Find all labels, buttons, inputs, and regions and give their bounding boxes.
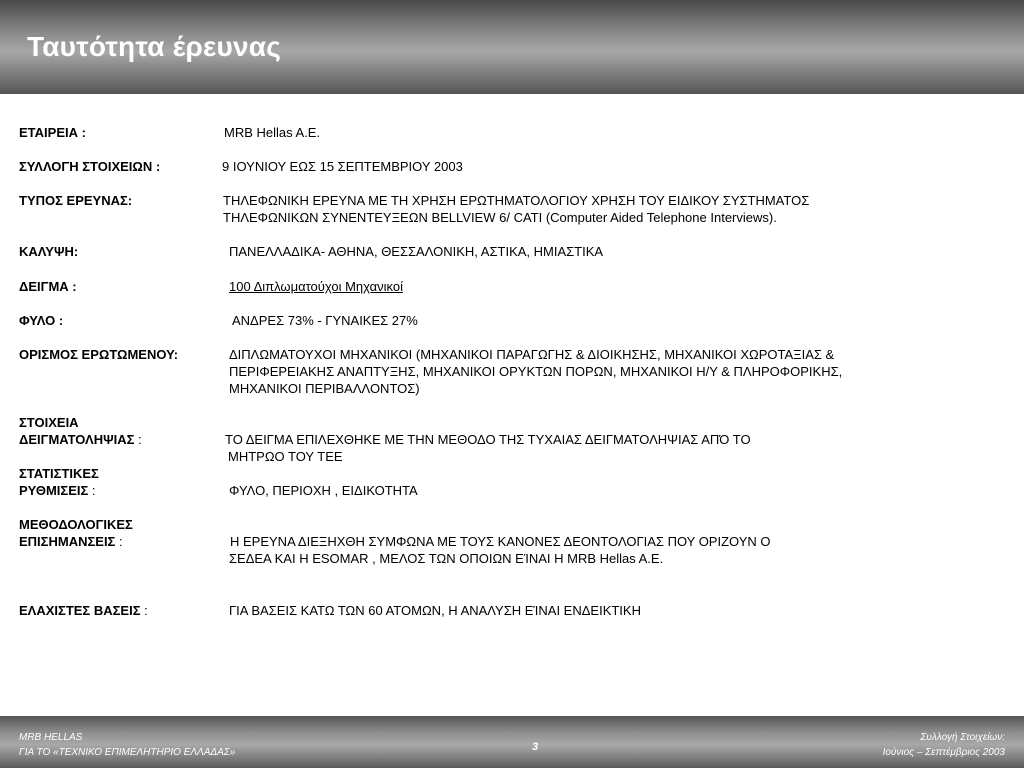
row-label: ΦΥΛΟ : xyxy=(19,313,64,328)
row-value-line: ΤΟ ΔΕΙΓΜΑ ΕΠΙΛΕΧΘΗΚΕ ΜΕ ΤΗΝ ΜΕΘΟΔΟ ΤΗΣ ΤΥΧΑΙΑΣ ΔΕΙΓΜΑΤΟΛΗΨΙΑΣ ΑΠΌ ΤΟ xyxy=(225,432,751,447)
row-label-line: ΔΕΙΓΜΑΤΟΛΗΨΙΑΣ : xyxy=(19,432,142,447)
row-value-line: ΜΗΧΑΝΙΚΟΙ ΠΕΡΙΒΑΛΛΟΝΤΟΣ) xyxy=(229,381,420,396)
row-value: MRB Hellas A.E. xyxy=(224,125,321,140)
row-label: ΕΤΑΙΡΕΙΑ : xyxy=(19,125,86,140)
row-value: 100 Διπλωματούχοι Μηχανικοί xyxy=(229,279,403,294)
footer-bar xyxy=(0,716,1024,768)
row-label: ΚΑΛΥΨΗ: xyxy=(19,244,79,259)
row-label-line: ΣΤΑΤΙΣΤΙΚΕΣ xyxy=(19,466,99,481)
footer-company: MRB HELLAS xyxy=(19,732,83,743)
row-label-line: ΕΠΙΣΗΜΑΝΣΕΙΣ : xyxy=(19,534,123,549)
row-value-line: ΣΕΔΕΑ ΚΑΙ Η ESOMAR , ΜΕΛΟΣ ΤΩΝ ΟΠΟΙΩΝ ΕΊΝΑΙ Η MRB Hellas A.E. xyxy=(229,551,664,566)
page-number: 3 xyxy=(531,741,539,753)
row-value-line: ΠΕΡΙΦΕΡΕΙΑΚΗΣ ΑΝΑΠΤΥΞΗΣ, ΜΗΧΑΝΙΚΟΙ ΟΡΥΚΤΩΝ ΠΟΡΩΝ, ΜΗΧΑΝΙΚΟΙ Η/Υ & ΠΛΗΡΟΦΟΡΙΚΗΣ, xyxy=(229,364,843,379)
row-value-line: ΤΗΛΕΦΩΝΙΚΗ ΕΡΕΥΝΑ ΜΕ ΤΗ ΧΡΗΣΗ ΕΡΩΤΗΜΑΤΟΛΟΓΙΟΥ ΧΡΗΣΗ ΤΟΥ ΕΙΔΙΚΟΥ ΣΥΣΤΗΜΑΤΟΣ xyxy=(223,193,810,208)
page-title: Ταυτότητα έρευνας xyxy=(27,31,281,62)
row-label-line: ΜΕΘΟΔΟΛΟΓΙΚΕΣ xyxy=(19,517,133,532)
row-label: ΔΕΙΓΜΑ : xyxy=(19,279,77,294)
row-label-line: ΡΥΘΜΙΣΕΙΣ : xyxy=(19,483,96,498)
footer-collection-label: Συλλογή Στοιχείων: xyxy=(920,732,1005,743)
row-label: ΟΡΙΣΜΟΣ ΕΡΩΤΩΜΕΝΟΥ: xyxy=(19,347,179,362)
row-value-line: ΦΥΛΟ, ΠΕΡΙΟΧΗ , ΕΙΔΙΚΟΤΗΤΑ xyxy=(229,483,418,498)
row-value: ΑΝΔΡΕΣ 73% - ΓΥΝΑΙΚΕΣ 27% xyxy=(232,313,418,328)
row-value-line: ΤΗΛΕΦΩΝΙΚΩΝ ΣΥΝΕΝΤΕΥΞΕΩΝ BELLVIEW 6/ CATI (Computer Aided Telephone Interviews). xyxy=(223,210,777,225)
row-value-line: ΜΗΤΡΩΟ ΤΟΥ ΤΕΕ xyxy=(228,449,343,464)
row-label: ΣΥΛΛΟΓΗ ΣΤΟΙΧΕΙΩΝ : xyxy=(19,159,161,174)
footer-right xyxy=(883,730,1005,760)
row-label: ΕΛΑΧΙΣΤΕΣ ΒΑΣΕΙΣ : xyxy=(19,603,148,618)
row-label-line: ΣΤΟΙΧΕΙΑ xyxy=(19,415,79,430)
footer-client: ΓΙΑ ΤΟ «ΤΕΧΝΙΚΟ ΕΠΙΜΕΛΗΤΗΡΙΟ ΕΛΛΑΔΑΣ» xyxy=(19,747,236,758)
row-value: 9 ΙΟΥΝΙΟΥ ΕΩΣ 15 ΣΕΠΤΕΜΒΡΙΟΥ 2003 xyxy=(222,159,463,174)
row-value: ΓΙΑ ΒΑΣΕΙΣ ΚΑΤΩ ΤΩΝ 60 ΑΤΟΜΩΝ, Η ΑΝΑΛΥΣΗ ΕΊΝΑΙ ΕΝΔΕΙΚΤΙΚΗ xyxy=(229,603,641,618)
row-value: ΠΑΝΕΛΛΑΔΙΚΑ- ΑΘΗΝΑ, ΘΕΣΣΑΛΟΝΙΚΗ, ΑΣΤΙΚΑ, ΗΜΙΑΣΤΙΚΑ xyxy=(229,244,604,259)
row-value-line: Η ΕΡΕΥΝΑ ΔΙΕΞΗΧΘΗ ΣΥΜΦΩΝΑ ΜΕ ΤΟΥΣ ΚΑΝΟΝΕΣ ΔΕΟΝΤΟΛΟΓΙΑΣ ΠΟΥ ΟΡΙΖΟΥΝ Ο xyxy=(230,534,771,549)
row-label: ΤΥΠΟΣ ΕΡΕΥΝΑΣ: xyxy=(19,193,133,208)
row-value-line: ΔΙΠΛΩΜΑΤΟΥΧΟΙ ΜΗΧΑΝΙΚΟΙ (ΜΗΧΑΝΙΚΟΙ ΠΑΡΑΓΩΓΗΣ & ΔΙΟΙΚΗΣΗΣ, ΜΗΧΑΝΙΚΟΙ ΧΩΡΟΤΑΞΙΑΣ & xyxy=(229,347,835,362)
footer-collection-period: Ιούνιος – Σεπτέμβριος 2003 xyxy=(882,747,1005,758)
